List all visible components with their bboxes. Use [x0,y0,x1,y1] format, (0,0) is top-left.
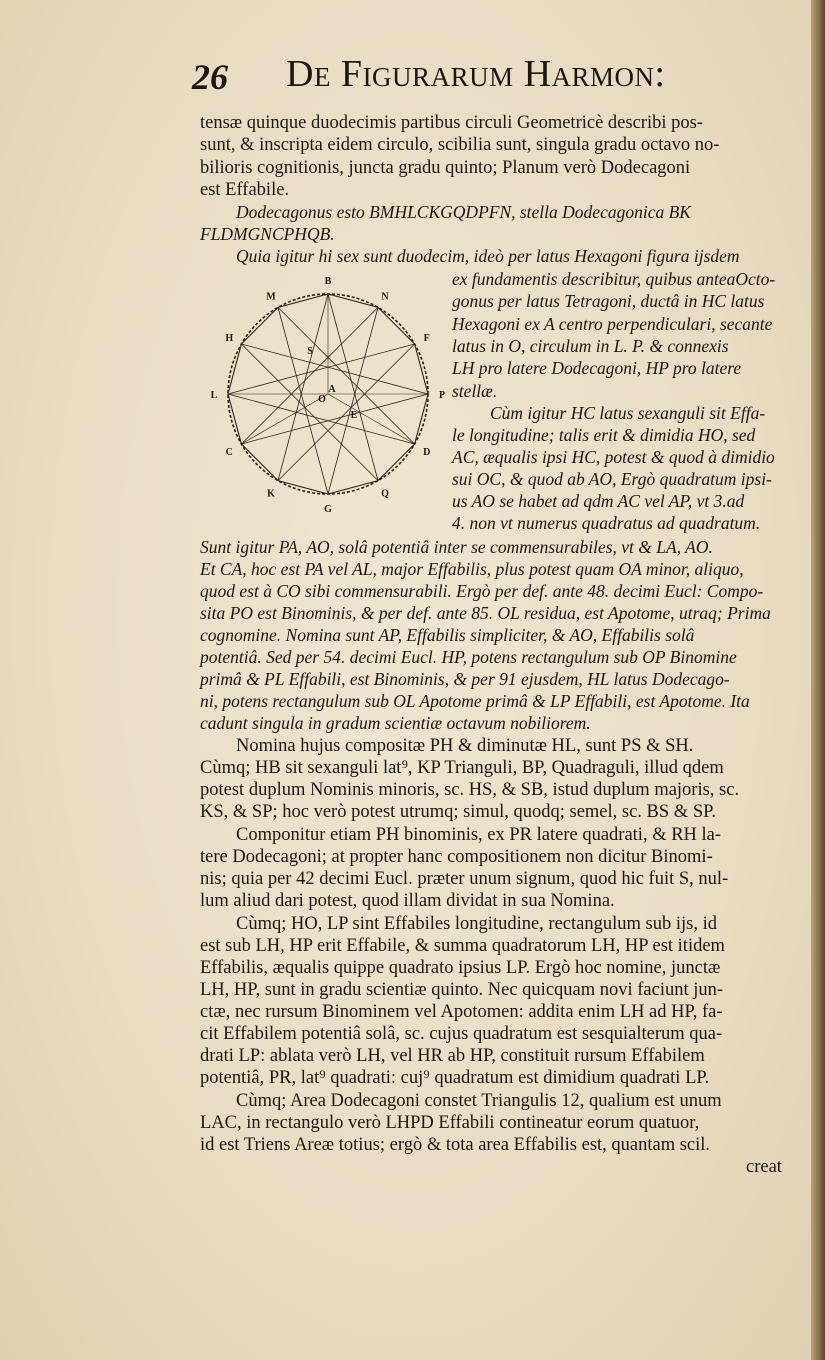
star-line [228,344,415,394]
text-line: latus in O, circulum in L. P. & connexis [452,336,729,356]
text-line: potest duplum Nominis minoris, sc. HS, & SB, istud duplum majoris, sc. [200,780,740,800]
running-head: De Figurarum Harmon: [286,53,666,95]
text-line: nis; quia per 42 decimi Eucl. præter unum signum, quod hic fuit S, nul- [200,869,729,889]
dodecagon-side [228,394,241,444]
text-line: Et CA, hoc est PA vel AL, major Effabilis, plus potest quam OA minor, aliquo, [200,559,744,579]
text-line: stellæ. [452,381,498,401]
text-line: potentiâ. Sed per 54. decimi Eucl. HP, potens rectangulum sub OP Binomine [200,647,737,667]
text-line: drati LP: ablata verò LH, vel HR ab HP, constituit rursum Effabilem [200,1046,705,1066]
vertex-label: G [324,504,332,515]
text-line: primâ & PL Effabili, est Binominis, & per 91 ejusdem, HL latus Dodecago- [200,669,730,689]
page-header [192,50,792,98]
text-line: potentiâ, PR, lat⁹ quadrati: cuj⁹ quadratum est dimidium quadrati LP. [200,1068,710,1088]
vertex-label: D [423,447,431,458]
vertex-label: K [267,488,275,500]
text-line: Cùmq; HO, LP sint Effabiles longitudine, rectangulum sub ijs, id [236,914,717,934]
radius-line [241,394,328,444]
text-line: 4. non vt numerus quadratus ad quadratum. [452,513,761,533]
star-line [328,307,378,494]
text-line: FLDMGNCPHQB. [200,224,335,244]
text-line: le longitudine; talis erit & dimidia HO, sed [452,425,756,445]
vertex-label: M [266,291,276,303]
text-line: bilioris cognitionis, juncta gradu quinto; Planum verò Dodecagoni [200,158,691,178]
text-line: LAC, in rectangulo verò LHPD Effabili contineatur eorum quatuor, [200,1113,700,1133]
text-line: sunt, & inscripta eidem circulo, scibilia sunt, singula gradu octavo no- [200,135,720,155]
star-line [278,307,415,444]
page-number: 26 [192,57,228,97]
interior-label: A [328,384,336,395]
interior-label: O [318,394,326,405]
interior-label: E [350,410,358,421]
text-line: sui OC, & quod ab AO, Ergò quadratum ipsi- [452,469,772,489]
star-line [278,344,415,481]
text-line: est sub LH, HP erit Effabile, & summa quadratorum LH, HP est itidem [200,936,725,956]
page-edge [811,0,825,1360]
text-line: us AO se habet ad qdm AC vel AP, vt 3.ad [452,491,745,511]
star-line [241,344,378,481]
dodecagon-side [415,344,428,394]
vertex-label: C [225,447,233,458]
dodecagon-side [228,344,241,394]
dodecagon-side [278,294,328,307]
text-line: Nomina hujus compositæ PH & diminutæ HL, sunt PS & SH. [236,736,694,756]
text-line: Quia igitur hi sex sunt duodecim, ideò per latus Hexagoni figura ijsdem [236,246,740,266]
dodecagon-side [278,481,328,494]
text-line: sita PO est Binominis, & per def. ante 85. OL residua, est Apotome, utraq; Prima [200,603,771,623]
text-line: tensæ quinque duodecimis partibus circuli Geometricè describi pos- [200,113,703,133]
text-line: AC, æqualis ipsi HC, potest & quod à dimidio [452,447,775,467]
text-line: Cùmq; Area Dodecagoni constet Triangulis 12, qualium est unum [236,1091,722,1111]
text-line: LH pro latere Dodecagoni, HP pro latere [452,358,742,378]
dodecagon-side [241,307,278,344]
vertex-label: B [324,276,332,287]
text-line: ni, potens rectangulum sub OL Apotome primâ & LP Effabili, est Apotome. Ita [200,691,750,711]
text-line: tere Dodecagoni; at propter hanc compositionem non dicitur Binomi- [200,847,713,867]
interior-label: S [307,346,313,357]
text-line: quod est à CO sibi commensurabili. Ergò per def. ante 48. decimi Eucl: Compo- [200,581,764,601]
dodecagon-side [378,444,415,481]
star-line [241,307,378,444]
text-line: id est Triens Areæ totius; ergò & tota area Effabilis est, quantam scil. [200,1135,711,1155]
vertex-label: Q [381,488,389,500]
vertex-label: N [381,291,389,303]
vertex-label: F [423,333,430,344]
text-line: Componitur etiam PH binominis, ex PR latere quadrati, & RH la- [236,825,722,845]
dodecagon-side [378,307,415,344]
vertex-label: H [225,333,234,344]
vertex-label: L [210,390,218,401]
text-line: cognomine. Nomina sunt AP, Effabilis simpliciter, & AO, Effabilis solâ [200,625,695,645]
text-line: Cùmq; HB sit sexanguli lat⁹, KP Trianguli, BP, Quadraguli, illud qdem [200,758,724,778]
vertex-label: P [438,390,446,401]
text-line: Dodecagonus esto BMHLCKGQDPFN, stella Dodecagonica BK [236,202,691,222]
catchword: creat [746,1157,782,1177]
text-line: cadunt singula in gradum scientiæ octavum nobiliorem. [200,713,591,733]
dodecagon-side [328,481,378,494]
dodecagon-star-diagram [212,276,444,516]
text-line: Cùm igitur HC latus sexanguli sit Effa- [490,403,766,423]
text-line: KS, & SP; hoc verò potest utrumq; simul, quodq; semel, sc. BS & SP. [200,802,716,822]
text-line: est Effabile. [200,180,290,200]
dodecagon-side [415,394,428,444]
text-line: cit Effabilem potentiâ solâ, sc. cujus quadratum est sesquialterum qua- [200,1024,723,1044]
text-line: LH, HP, sunt in gradu scientiæ quinto. Nec quicquam novi faciunt jun- [200,980,724,1000]
dodecagon-side [328,294,378,307]
text-line: ctæ, nec rursum Binominem vel Apotomen: addita enim LH ad HP, fa- [200,1002,723,1022]
text-line: ex fundamentis describitur, quibus anteaOcto- [452,269,776,289]
text-line: Effabilis, æqualis quippe quadrato ipsius LP. Ergò hoc nomine, junctæ [200,958,721,978]
text-line: Sunt igitur PA, AO, solâ potentiâ inter se commensurabiles, vt & LA, AO. [200,537,713,557]
dodecagon-side [241,444,278,481]
star-line [241,394,428,444]
text-line: gonus per latus Tetragoni, ductâ in HC latus [452,291,765,311]
star-line [278,294,328,481]
radius-line [328,394,415,444]
text-line: Hexagoni ex A centro perpendiculari, secante [452,314,773,334]
text-line: lum aliud dari potest, quod illam dividat in sua Nomina. [200,891,615,911]
dodecagon-figure [212,276,444,516]
